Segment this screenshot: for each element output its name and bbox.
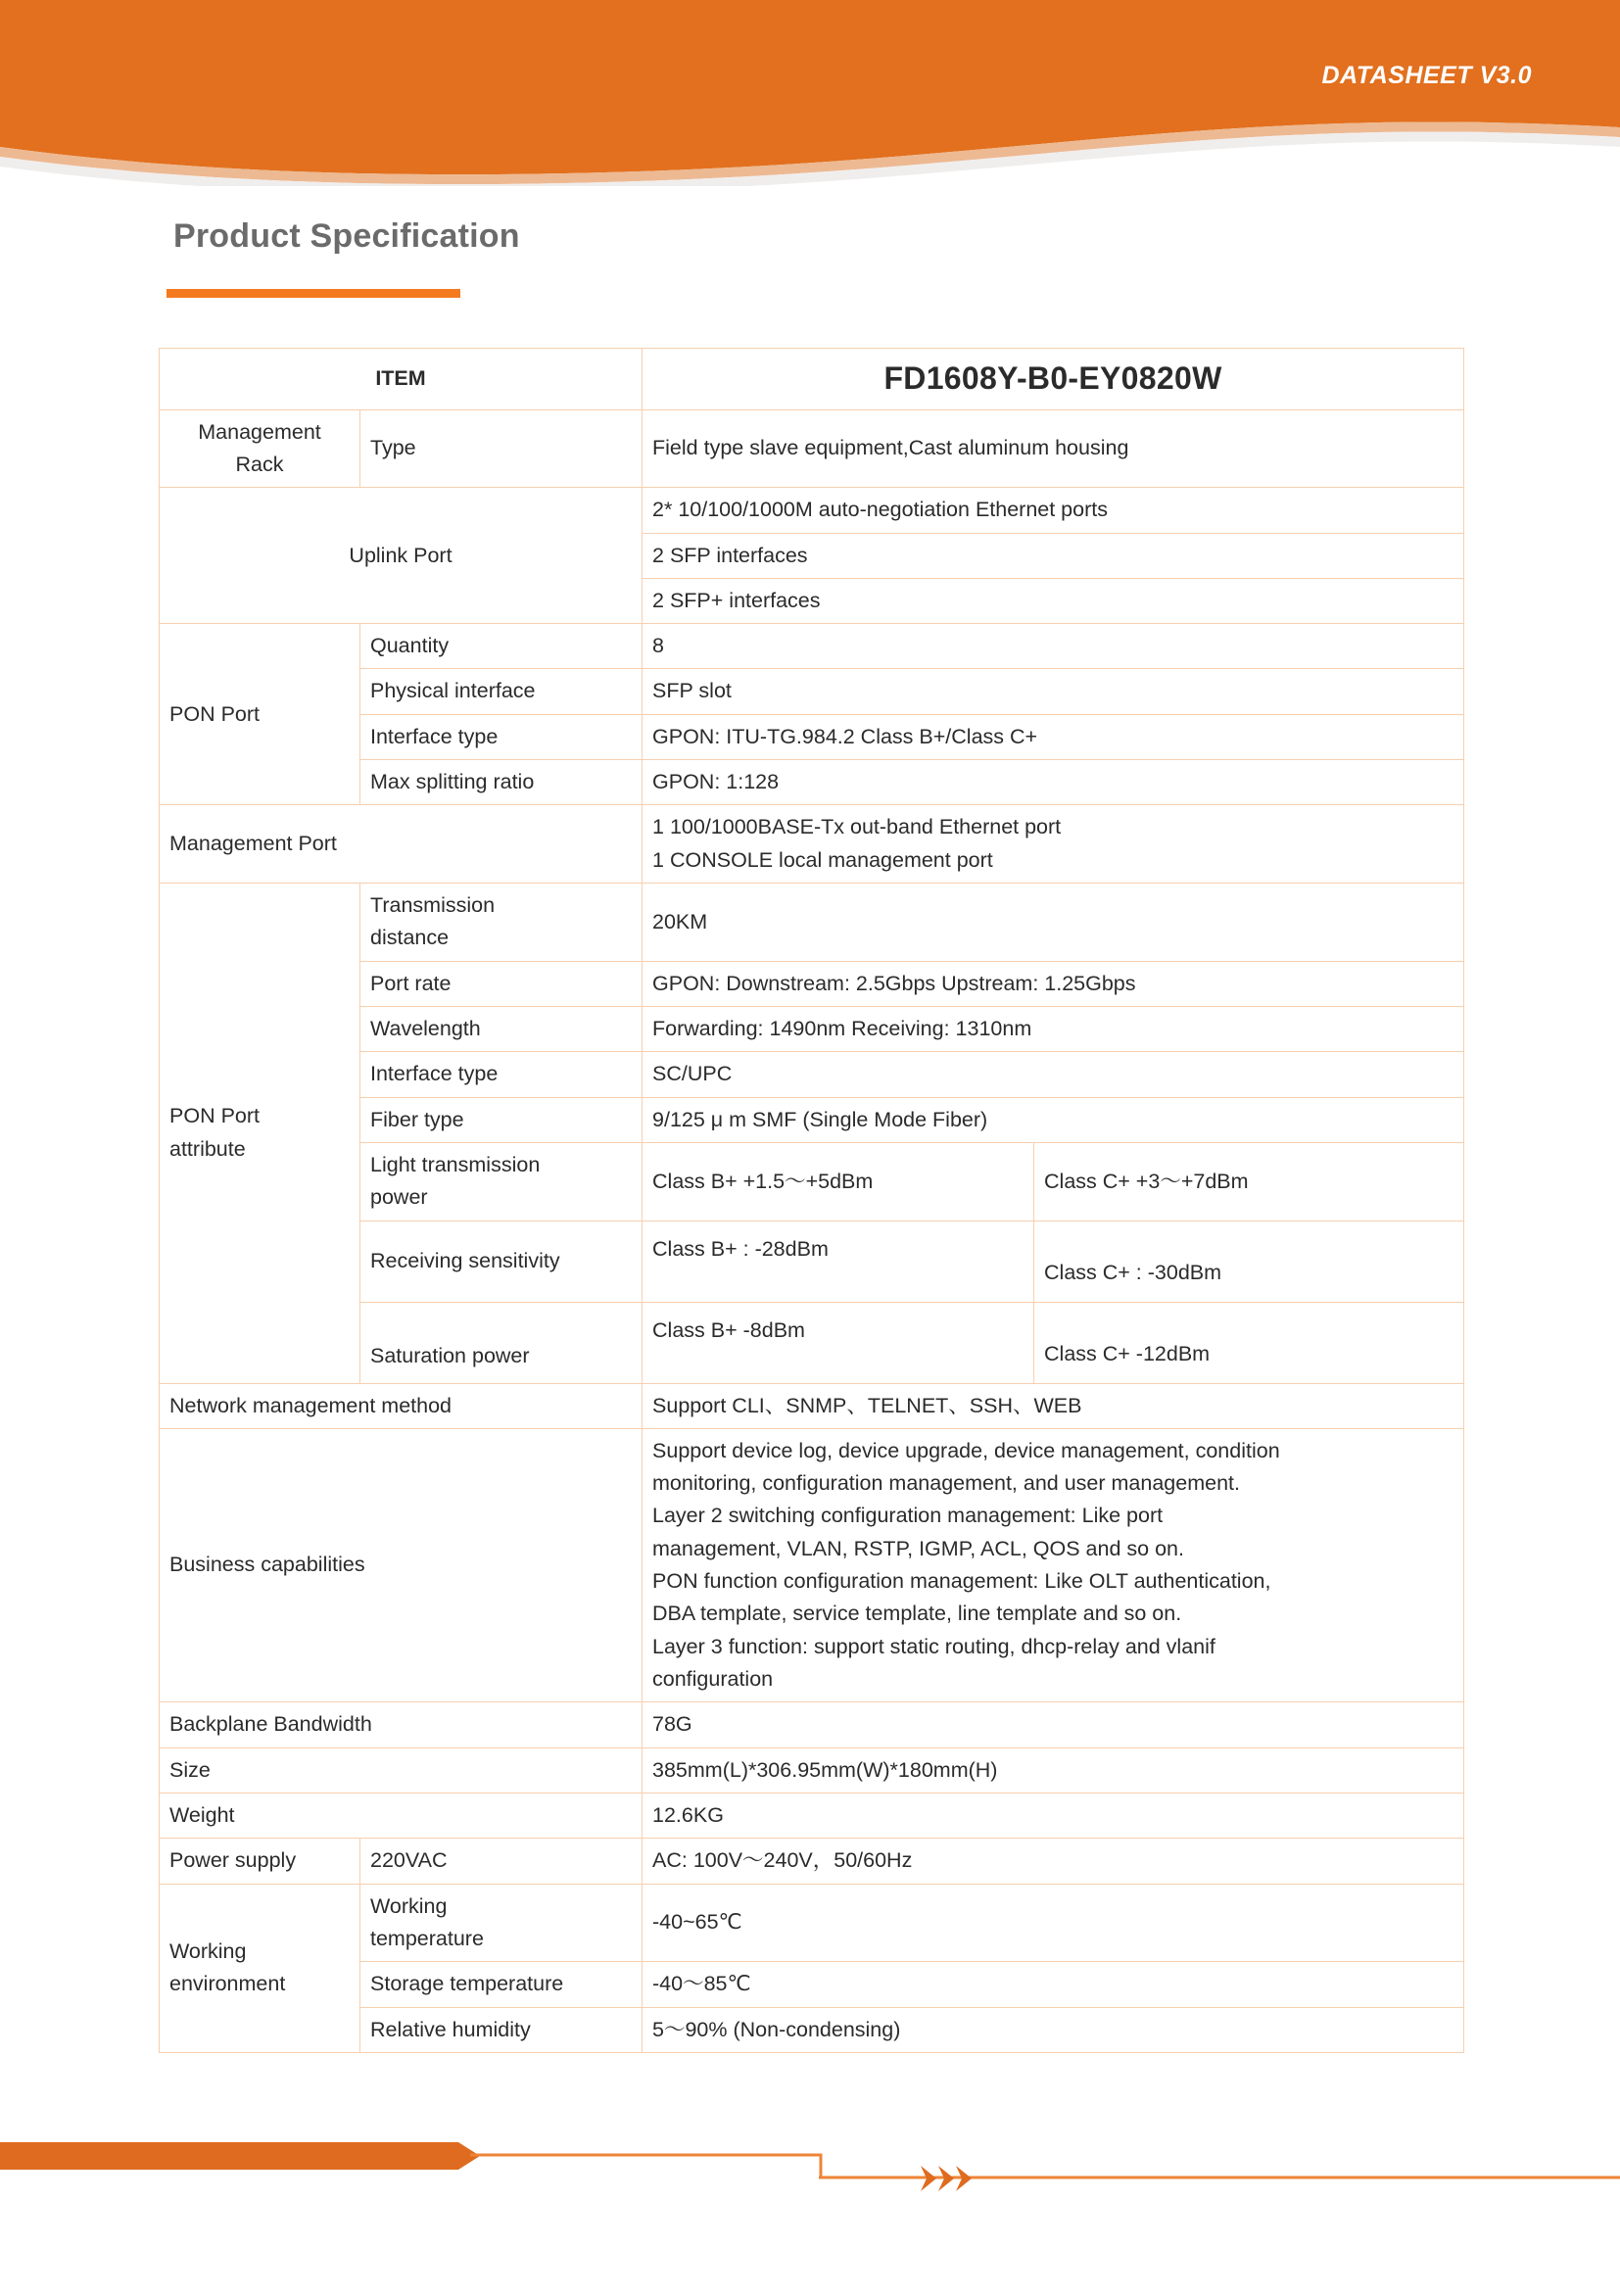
row-sublabel-interface-type: Interface type bbox=[360, 714, 643, 759]
row-sublabel-type: Type bbox=[360, 409, 643, 488]
table-row bbox=[160, 1747, 1464, 1793]
page-footer-decoration bbox=[0, 2095, 1620, 2291]
row-sublabel-port-rate: Port rate bbox=[360, 961, 643, 1006]
business-line: Layer 3 function: support static routing, dhcp-relay and vlanif bbox=[652, 1634, 1215, 1658]
management-rack-label-line1: Management bbox=[198, 419, 321, 444]
product-specification-table-wrapper bbox=[159, 348, 1463, 2053]
transmission-distance-label-line2: distance bbox=[370, 926, 450, 950]
table-row bbox=[160, 1702, 1464, 1747]
row-value-recv-sens-class-b-plus: Class B+ : -28dBm bbox=[643, 1220, 1034, 1302]
row-sublabel-working-temperature bbox=[360, 1884, 643, 1962]
row-value-pon-physical-interface: SFP slot bbox=[643, 669, 1464, 714]
business-line: Support device log, device upgrade, device management, condition bbox=[652, 1438, 1280, 1462]
row-label-pon-port: PON Port bbox=[160, 624, 360, 805]
row-label-network-management-method: Network management method bbox=[160, 1383, 643, 1428]
working-temperature-label-line1: Working bbox=[370, 1893, 448, 1918]
management-port-value-line2: 1 CONSOLE local management port bbox=[652, 847, 993, 872]
row-value-pon-splitting-ratio: GPON: 1:128 bbox=[643, 760, 1464, 805]
row-value-saturation-class-b-plus: Class B+ -8dBm bbox=[643, 1302, 1034, 1383]
row-value-working-temperature: -40~65℃ bbox=[643, 1884, 1464, 1962]
row-sublabel-saturation-power: Saturation power bbox=[360, 1302, 643, 1383]
table-row bbox=[160, 1884, 1464, 1962]
table-row bbox=[160, 409, 1464, 488]
row-value-business-capabilities bbox=[643, 1428, 1464, 1702]
row-value-port-rate: GPON: Downstream: 2.5Gbps Upstream: 1.25Gbps bbox=[643, 961, 1464, 1006]
row-value-management-port bbox=[643, 805, 1464, 884]
row-value-power-supply: AC: 100V～240V，50/60Hz bbox=[643, 1839, 1464, 1884]
row-value-transmission-distance: 20KM bbox=[643, 884, 1464, 962]
business-line: monitoring, configuration management, and user management. bbox=[652, 1471, 1240, 1496]
row-value-pon-interface-type: GPON: ITU-TG.984.2 Class B+/Class C+ bbox=[643, 714, 1464, 759]
row-sublabel-wavelength: Wavelength bbox=[360, 1006, 643, 1051]
row-sublabel-fiber-type: Fiber type bbox=[360, 1097, 643, 1142]
management-rack-label-line2: Rack bbox=[235, 452, 284, 476]
datasheet-version-label: DATASHEET V3.0 bbox=[1321, 62, 1532, 89]
page-title: Product Specification bbox=[173, 217, 520, 255]
light-transmission-label-line1: Light transmission bbox=[370, 1152, 541, 1176]
row-label-backplane-bandwidth: Backplane Bandwidth bbox=[160, 1702, 643, 1747]
table-row bbox=[160, 624, 1464, 669]
management-port-value-line1: 1 100/1000BASE-Tx out-band Ethernet port bbox=[652, 815, 1062, 839]
page-header-banner bbox=[0, 0, 1620, 181]
row-value-pon-attr-interface-type: SC/UPC bbox=[643, 1052, 1464, 1097]
table-row bbox=[160, 488, 1464, 533]
business-line: Layer 2 switching configuration management: Like port bbox=[652, 1504, 1164, 1528]
business-line: DBA template, service template, line template and so on. bbox=[652, 1602, 1182, 1626]
row-value-uplink-sfp-plus: 2 SFP+ interfaces bbox=[643, 578, 1464, 623]
row-value-size: 385mm(L)*306.95mm(W)*180mm(H) bbox=[643, 1747, 1464, 1793]
table-row bbox=[160, 1428, 1464, 1702]
row-sublabel-physical-interface: Physical interface bbox=[360, 669, 643, 714]
row-label-management-port: Management Port bbox=[160, 805, 643, 884]
business-line: configuration bbox=[652, 1667, 774, 1692]
row-sublabel-max-splitting-ratio: Max splitting ratio bbox=[360, 760, 643, 805]
row-label-size: Size bbox=[160, 1747, 643, 1793]
product-specification-table bbox=[159, 348, 1464, 2053]
row-value-saturation-class-c-plus: Class C+ -12dBm bbox=[1034, 1302, 1464, 1383]
table-row bbox=[160, 1383, 1464, 1428]
row-value-weight: 12.6KG bbox=[643, 1793, 1464, 1838]
table-row bbox=[160, 1839, 1464, 1884]
row-value-light-tx-class-b-plus: Class B+ +1.5～+5dBm bbox=[643, 1142, 1034, 1220]
table-row bbox=[160, 805, 1464, 884]
row-label-pon-port-attribute bbox=[160, 884, 360, 1384]
pon-attribute-label-line2: attribute bbox=[169, 1136, 246, 1161]
row-value-fiber-type: 9/125 μ m SMF (Single Mode Fiber) bbox=[643, 1097, 1464, 1142]
row-sublabel-transmission-distance bbox=[360, 884, 643, 962]
business-line: management, VLAN, RSTP, IGMP, ACL, QOS and so on. bbox=[652, 1536, 1184, 1560]
row-value-uplink-sfp: 2 SFP interfaces bbox=[643, 533, 1464, 578]
business-line: PON function configuration management: Like OLT authentication, bbox=[652, 1569, 1271, 1594]
row-sublabel-pon-interface-type: Interface type bbox=[360, 1052, 643, 1097]
row-sublabel-power-220vac: 220VAC bbox=[360, 1839, 643, 1884]
row-value-backplane-bandwidth: 78G bbox=[643, 1702, 1464, 1747]
row-label-working-environment bbox=[160, 1884, 360, 2052]
row-value-uplink-ethernet: 2* 10/100/1000M auto-negotiation Ethernet ports bbox=[643, 488, 1464, 533]
row-label-uplink-port: Uplink Port bbox=[160, 488, 643, 624]
row-value-light-tx-class-c-plus: Class C+ +3～+7dBm bbox=[1034, 1142, 1464, 1220]
row-value-management-rack-type: Field type slave equipment,Cast aluminum housing bbox=[643, 409, 1464, 488]
row-value-storage-temperature: -40～85℃ bbox=[643, 1962, 1464, 2007]
table-row bbox=[160, 1793, 1464, 1838]
row-value-wavelength: Forwarding: 1490nm Receiving: 1310nm bbox=[643, 1006, 1464, 1051]
header-cell-model: FD1608Y-B0-EY0820W bbox=[643, 349, 1464, 410]
row-label-management-rack bbox=[160, 409, 360, 488]
table-row bbox=[160, 884, 1464, 962]
working-environment-label-line2: environment bbox=[169, 1972, 286, 1996]
transmission-distance-label-line1: Transmission bbox=[370, 893, 496, 918]
row-sublabel-receiving-sensitivity: Receiving sensitivity bbox=[360, 1220, 643, 1302]
light-transmission-label-line2: power bbox=[370, 1185, 428, 1210]
row-sublabel-relative-humidity: Relative humidity bbox=[360, 2007, 643, 2052]
row-sublabel-quantity: Quantity bbox=[360, 624, 643, 669]
title-underline-rule bbox=[167, 289, 460, 298]
header-cell-item: ITEM bbox=[160, 349, 643, 410]
row-label-weight: Weight bbox=[160, 1793, 643, 1838]
table-header-row bbox=[160, 349, 1464, 410]
pon-attribute-label-line1: PON Port bbox=[169, 1104, 260, 1128]
working-temperature-label-line2: temperature bbox=[370, 1926, 484, 1950]
row-value-relative-humidity: 5～90% (Non-condensing) bbox=[643, 2007, 1464, 2052]
row-value-recv-sens-class-c-plus: Class C+ : -30dBm bbox=[1034, 1220, 1464, 1302]
row-value-network-management-method: Support CLI、SNMP、TELNET、SSH、WEB bbox=[643, 1383, 1464, 1428]
row-label-power-supply: Power supply bbox=[160, 1839, 360, 1884]
row-label-business-capabilities: Business capabilities bbox=[160, 1428, 643, 1702]
working-environment-label-line1: Working bbox=[169, 1938, 247, 1963]
row-value-pon-quantity: 8 bbox=[643, 624, 1464, 669]
row-sublabel-light-transmission-power bbox=[360, 1142, 643, 1220]
row-sublabel-storage-temperature: Storage temperature bbox=[360, 1962, 643, 2007]
